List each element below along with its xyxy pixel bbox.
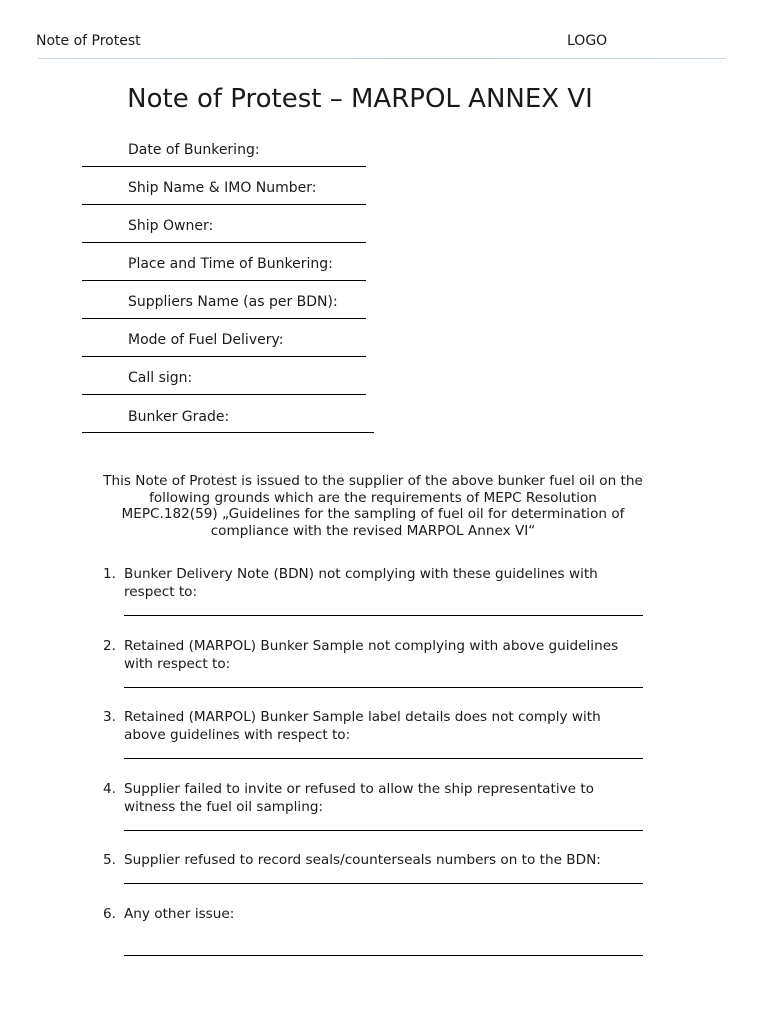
item-number: 3.	[103, 709, 116, 725]
field-label: Ship Owner:	[128, 218, 214, 234]
item-text: Supplier failed to invite or refused to allow the ship representative to witness the fuel oil sampling:	[124, 781, 594, 815]
field-label: Call sign:	[128, 370, 193, 386]
field-place-time	[82, 256, 382, 281]
field-underline	[82, 318, 366, 319]
field-suppliers-name	[82, 294, 382, 319]
header-title: Note of Protest	[36, 33, 141, 49]
item-underline	[124, 830, 643, 831]
list-item	[100, 709, 646, 759]
item-underline	[124, 687, 643, 688]
intro-paragraph: This Note of Protest is issued to the supplier of the above bunker fuel oil on the following grounds which are the requirements of MEPC Resolution MEPC.182(59) „Guidelines for the sampling of fuel oil for determination of compliance with the revised MARPOL Annex VI“	[103, 473, 643, 539]
item-text: Supplier refused to record seals/counterseals numbers on to the BDN:	[124, 852, 601, 868]
item-number: 4.	[103, 781, 116, 797]
item-underline	[124, 758, 643, 759]
field-underline	[82, 394, 366, 395]
list-item	[100, 906, 646, 956]
field-bunker-grade	[82, 409, 382, 433]
field-underline	[82, 242, 366, 243]
field-underline	[82, 356, 366, 357]
list-item	[100, 852, 646, 884]
field-ship-owner	[82, 218, 382, 243]
field-label: Place and Time of Bunkering:	[128, 256, 333, 272]
item-number: 6.	[103, 906, 116, 922]
item-number: 2.	[103, 638, 116, 654]
list-item	[100, 566, 646, 616]
field-underline	[82, 166, 366, 167]
field-label: Bunker Grade:	[128, 409, 230, 425]
item-text: Bunker Delivery Note (BDN) not complying with these guidelines with respect to:	[124, 566, 598, 600]
item-underline	[124, 955, 643, 956]
field-underline	[82, 204, 366, 205]
document-title: Note of Protest – MARPOL ANNEX VI	[127, 84, 593, 114]
item-underline	[124, 883, 643, 884]
item-number: 5.	[103, 852, 116, 868]
header-logo: LOGO	[567, 33, 608, 49]
field-call-sign	[82, 370, 382, 395]
list-item	[100, 781, 646, 831]
field-date-of-bunkering	[82, 142, 382, 167]
field-label: Date of Bunkering:	[128, 142, 260, 158]
item-text: Retained (MARPOL) Bunker Sample label details does not comply with above guidelines with respect to:	[124, 709, 601, 743]
field-label: Ship Name & IMO Number:	[128, 180, 317, 196]
field-underline	[82, 280, 366, 281]
header-divider	[38, 58, 726, 59]
item-text: Any other issue:	[124, 906, 235, 922]
item-text: Retained (MARPOL) Bunker Sample not complying with above guidelines with respect to:	[124, 638, 619, 672]
field-label: Suppliers Name (as per BDN):	[128, 294, 338, 310]
field-underline	[82, 432, 374, 433]
field-ship-name-imo	[82, 180, 382, 205]
item-number: 1.	[103, 566, 116, 582]
list-item	[100, 638, 646, 688]
item-underline	[124, 615, 643, 616]
field-label: Mode of Fuel Delivery:	[128, 332, 284, 348]
field-mode-of-delivery	[82, 332, 382, 357]
